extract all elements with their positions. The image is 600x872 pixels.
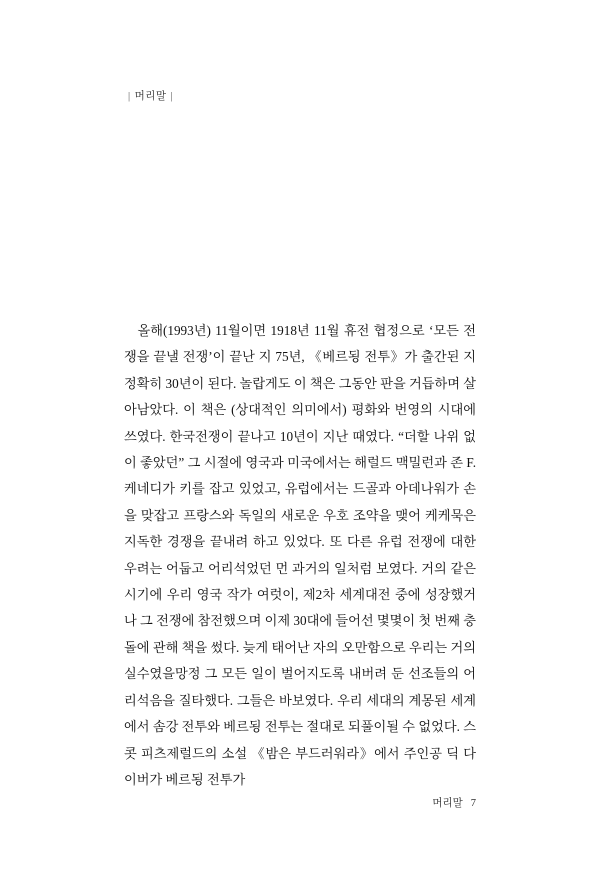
page-footer bbox=[432, 795, 476, 810]
page-number: 7 bbox=[470, 798, 476, 809]
body-text-block bbox=[124, 318, 476, 793]
footer-label: 머리말 bbox=[432, 798, 463, 809]
running-head bbox=[124, 88, 177, 103]
body-paragraph: 올해(1993년) 11월이면 1918년 11월 휴전 협정으로 ‘모든 전쟁을 끝낼 전쟁’이 끝난 지 75년, 《베르됭 전투》가 출간된 지 정확히 30년이 된다. 놀랍게도 이 책은 그동안 판을 거듭하며 살아남았다. 이 책은 (상대적인 의미에서) 평화와 번영의 시대에 쓰였다. 한국전쟁이 끝나고 10년이 지난 때였다. “더할 나위 없이 좋았던” 그 시절에 영국과 미국에서는 해럴드 맥밀런과 존 F. 케네디가 키를 잡고 있었고, 유럽에서는 드골과 아데나워가 손을 맞잡고 프랑스와 독일의 새로운 우호 조약을 맺어 케케묵은 지독한 경쟁을 끝내려 하고 있었다. 또 다른 유럽 전쟁에 대한 우려는 어둡고 어리석었던 먼 과거의 일처럼 보였다. 거의 같은 시기에 우리 영국 작가 여럿이, 제2차 세계대전 중에 성장했거나 그 전쟁에 참전했으며 이제 30대에 들어선 몇몇이 첫 번째 충돌에 관해 책을 썼다. 늦게 태어난 자의 오만함으로 우리는 거의 실수였을망정 그 모든 일이 벌어지도록 내버려 둔 선조들의 어리석음을 질타했다. 그들은 바보였다. 우리 세대의 계몽된 세계에서 솜강 전투와 베르됭 전투는 절대로 되풀이될 수 없었다. 스콧 피츠제럴드의 소설 《밤은 부드러워라》에서 주인공 딕 다이버가 베르됭 전투가 bbox=[124, 323, 476, 787]
running-head-label: 머리말 bbox=[134, 91, 167, 102]
running-head-left-rule: | bbox=[128, 91, 131, 102]
running-head-right-rule: | bbox=[170, 91, 174, 102]
